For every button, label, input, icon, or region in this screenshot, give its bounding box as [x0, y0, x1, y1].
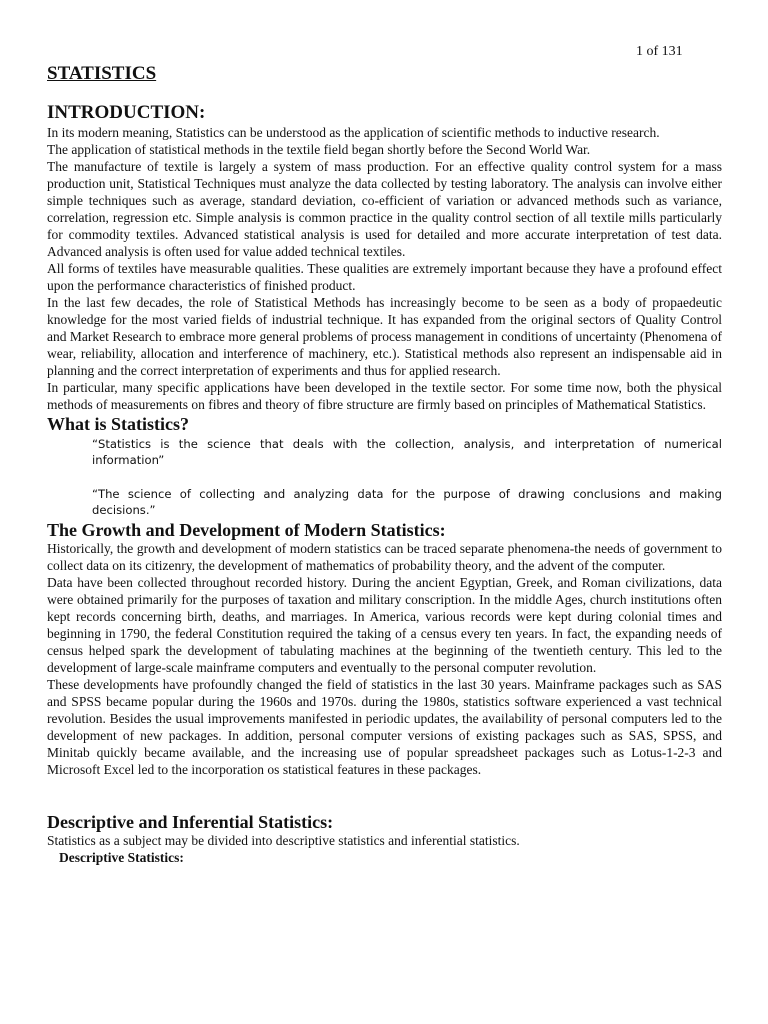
intro-paragraph: The manufacture of textile is largely a system of mass production. For an effective quality control system for a mass production unit, Statistical Techniques must analyze the data collected by testing laboratory. The analysis can involve either simple techniques such as average, standard deviation, co-efficient of variation or advanced methods such as variance, correlation, regression etc. Simple analysis is common practice in the quality control section of all textile mills particularly for commodity textiles. Advanced statistical analysis is used for detailed and more accurate interpretation of test data. Advanced analysis is often used for value added technical textiles.	[47, 159, 722, 259]
intro-paragraph: All forms of textiles have measurable qualities. These qualities are extremely important because they have a profound effect upon the performance characteristics of finished product.	[47, 261, 722, 293]
descriptive-inferential-paragraph: Statistics as a subject may be divided into descriptive statistics and inferential statistics.	[47, 833, 520, 848]
page-content	[47, 60, 722, 866]
intro-paragraph: In its modern meaning, Statistics can be understood as the application of scientific methods to inductive research.	[47, 125, 660, 140]
growth-paragraph: Historically, the growth and development of modern statistics can be traced separate phenomena-the needs of government to collect data on its citizenry, the development of mathematics of probability theory, and the advent of the computer.	[47, 541, 722, 573]
document-title: STATISTICS	[47, 63, 157, 84]
definition-quote: “The science of collecting and analyzing data for the purpose of drawing conclusions and making decisions.”	[92, 487, 722, 517]
descriptive-statistics-subheading: Descriptive Statistics:	[59, 850, 184, 865]
descriptive-inferential-heading: Descriptive and Inferential Statistics:	[47, 812, 334, 832]
intro-paragraph: In the last few decades, the role of Statistical Methods has increasingly become to be seen as a body of propaedeutic knowledge for the most varied fields of industrial technique. It has expanded from the original sectors of Quality Control and Market Research to embrace more general problems of process management in conditions of uncertainty (Phenomena of wear, reliability, allocation and interference of machinery, etc.). Statistical methods also represent an indispensable aid in planning and the correct interpretation of experiments and thus for applied research.	[47, 295, 722, 378]
growth-paragraph: These developments have profoundly changed the field of statistics in the last 30 years. Mainframe packages such as SAS and SPSS became popular during the 1960s and 1970s. during the 1980s, statistics software experienced a vast technical revolution. Besides the usual improvements manifested in periodic updates, the availability of personal computers led to the development of new packages. In addition, personal computer versions of existing packages such as SAS, SPSS, and Minitab quickly became available, and the increasing use of popular spreadsheet packages such as Lotus-1-2-3 and Microsoft Excel led to the incorporation os statistical features in these packages.	[47, 677, 722, 777]
what-is-heading: What is Statistics?	[47, 414, 190, 434]
definition-quote: “Statistics is the science that deals with the collection, analysis, and interpretation of numerical information”	[92, 437, 722, 467]
growth-heading: The Growth and Development of Modern Statistics:	[47, 520, 446, 540]
intro-paragraph: The application of statistical methods in the textile field began shortly before the Second World War.	[47, 142, 591, 157]
intro-heading: INTRODUCTION:	[47, 102, 206, 123]
intro-paragraph: In particular, many specific applications have been developed in the textile sector. For some time now, both the physical methods of measurements on fibres and theory of fibre structure are firmly based on principles of Mathematical Statistics.	[47, 380, 722, 412]
page-number: 1 of 131	[636, 44, 683, 59]
growth-paragraph: Data have been collected throughout recorded history. During the ancient Egyptian, Greek, and Roman civilizations, data were obtained primarily for the purposes of taxation and military conscription. In the middle Ages, church institutions often kept records concerning birth, deaths, and marriages. In America, various records were kept during colonial times and beginning in 1790, the federal Constitution required the taking of a census every ten years. In fact, the expanding needs of census helped spark the development of tabulating machines at the beginning of the twentieth century. This led to the development of large-scale mainframe computers and eventually to the personal computer revolution.	[47, 575, 722, 675]
